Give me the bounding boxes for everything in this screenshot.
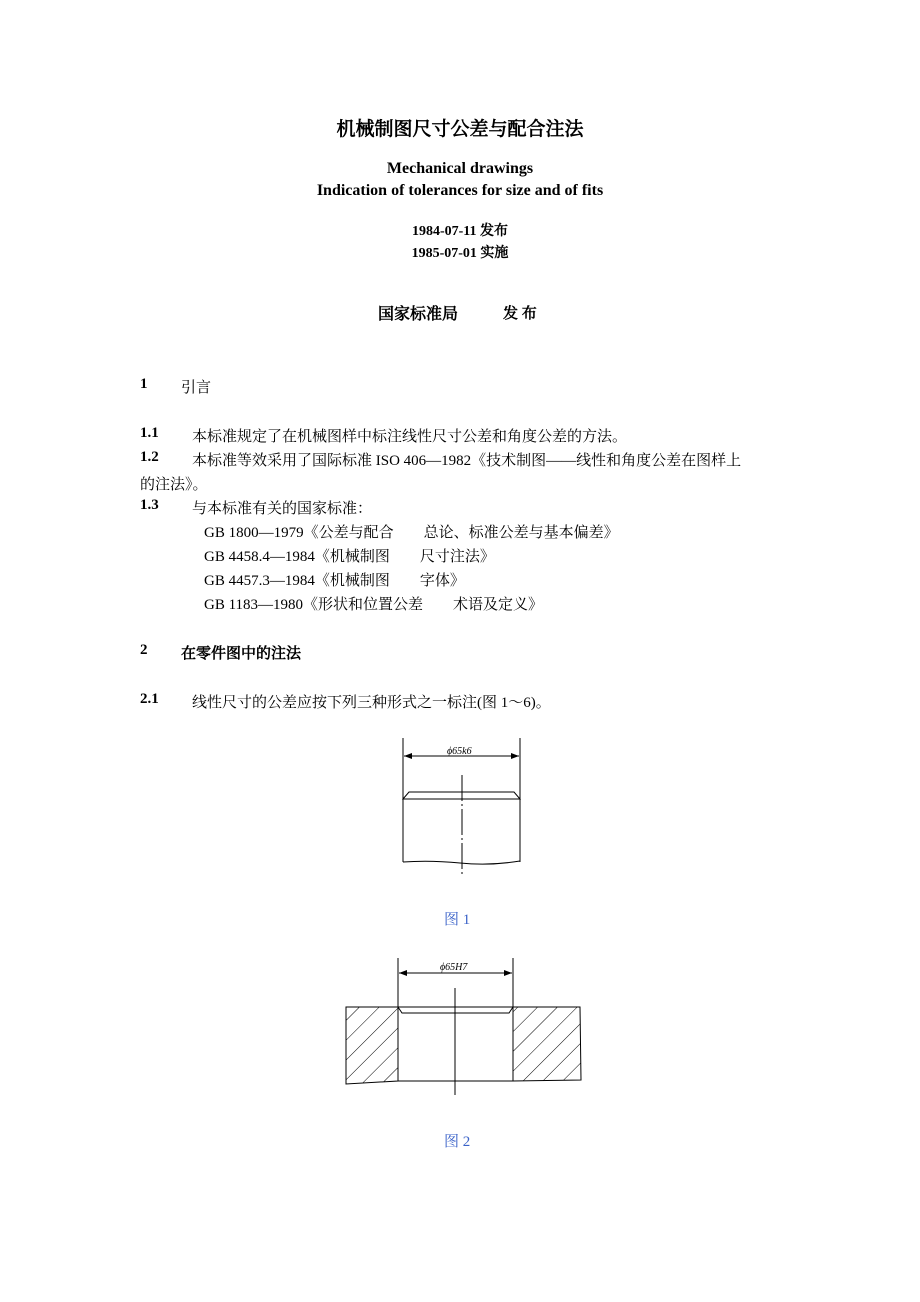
figure-caption: 图 1 [444,912,471,928]
section-heading: 在零件图中的注法 [181,646,302,662]
section-number: 1 [140,376,148,392]
section-number: 2 [140,642,148,658]
clause-text-continued: 的注法》。 [140,477,208,493]
reference-item: GB 1183—1980《形状和位置公差 术语及定义》 [204,597,544,613]
clause-text: 本标准规定了在机械图样中标注线性尺寸公差和角度公差的方法。 [192,429,628,445]
reference-item: GB 1800—1979《公差与配合 总论、标准公差与基本偏差》 [204,525,619,541]
english-title-line2: Indication of tolerances for size and of fits [316,182,604,199]
clause-number: 1.3 [140,497,159,513]
issuer: 国家标准局 [378,306,459,323]
figure-caption: 图 2 [444,1134,471,1150]
issue-date: 1984-07-11 发布 [411,224,509,239]
figure-2-hole-drawing [346,958,581,1095]
clause-text: 与本标准有关的国家标准： [192,501,373,517]
reference-item: GB 4458.4—1984《机械制图 尺寸注法》 [204,549,495,565]
issuer-action: 发 布 [503,306,537,322]
clause-number: 1.1 [140,425,159,441]
english-title-line1: Mechanical drawings [386,160,534,177]
dimension-label: ϕ65k6 [447,746,472,757]
clause-text: 线性尺寸的公差应按下列三种形式之一标注(图 1～6)。 [192,695,551,711]
reference-item: GB 4457.3—1984《机械制图 字体》 [204,573,465,589]
dimension-label: ϕ65H7 [440,962,468,973]
section-heading: 引言 [181,380,212,396]
document-title: 机械制图尺寸公差与配合注法 [336,119,584,140]
clause-number: 1.2 [140,449,159,465]
effective-date: 1985-07-01 实施 [411,246,509,261]
clause-number: 2.1 [140,691,159,707]
clause-text: 本标准等效采用了国际标准 ISO 406—1982《技术制图——线性和角度公差在图样上 [192,453,742,469]
figure-1-shaft-drawing [403,738,520,876]
